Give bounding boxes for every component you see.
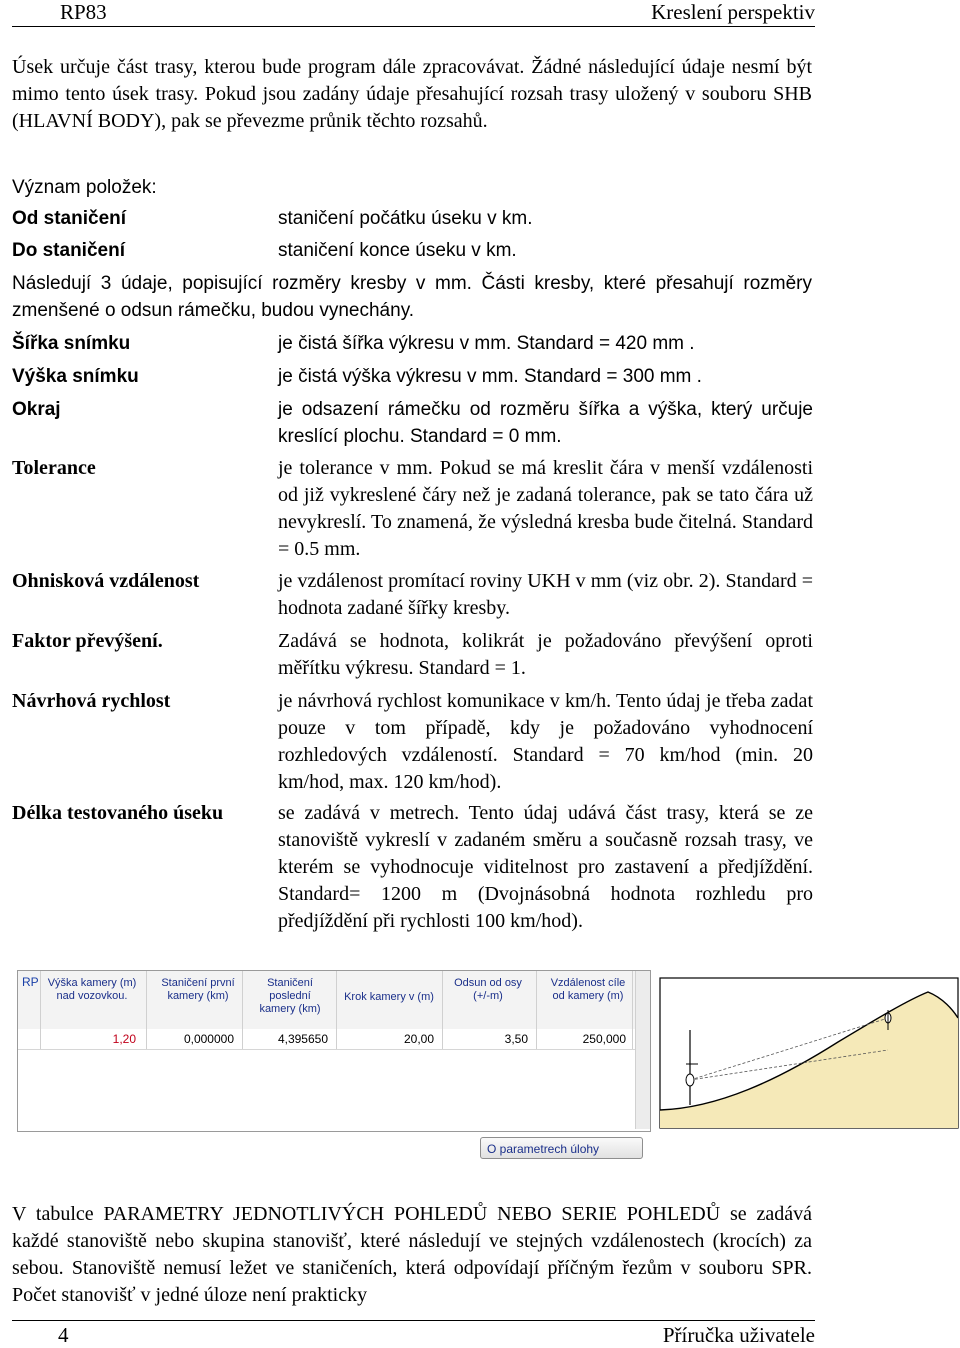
item-term: Délka testovaného úseku <box>12 802 224 824</box>
table-cell[interactable]: 1,20 <box>112 1032 136 1046</box>
item-term: Okraj <box>12 399 61 420</box>
item-definition: je tolerance v mm. Pokud se má kreslit čára v menší vzdálenosti od již vykreslené čáry než je zadaná tolerance, pak se tato čára už nevykreslí. To znamená, že výsledná kresba bude čitelná. Standard = 0.5 mm. <box>278 457 813 560</box>
table-cell[interactable]: 4,395650 <box>277 1032 328 1046</box>
item-term: Do staničení <box>12 240 125 261</box>
closing-paragraph: V tabulce PARAMETRY JEDNOTLIVÝCH POHLEDŮ NEBO SERIE POHLEDŮ se zadává každé stanoviště nebo skupina stanovišť, které následují ve stejných vzdálenostech (krocích) za sebou. Stanoviště nemusí ležet ve staničeních, která odpovídají příčným řezům v souboru SPR. Počet stanovišť v jedné úloze není prakticky <box>12 1203 812 1306</box>
item-definition: staničení počátku úseku v km. <box>278 208 533 229</box>
item-definition: se zadává v metrech. Tento údaj udává část trasy, která se ze stanoviště vykreslí v zadaném směru a současně rozsah trasy, ve kterém se vyhodnocuje viditelnost pro zastavení a předjíždění. Standard= 1200 m (Dvojnásobná hodnota rozhledu pro předjíždění při rychlosti 100 km/hod). <box>278 802 813 932</box>
table-cell[interactable]: 0,000000 <box>183 1032 234 1046</box>
task-parameters-button[interactable]: O parametrech úlohy <box>480 1137 643 1159</box>
item-term: Návrhová rychlost <box>12 690 171 712</box>
column-separator <box>242 971 243 1049</box>
item-definition: je vzdálenost promítací roviny UKH v mm (viz obr. 2). Standard = hodnota zadané šířky kresby. <box>278 570 813 619</box>
item-definition: je návrhová rychlost komunikace v km/h. Tento údaj je třeba zadat pouze v tom případě, kdy je požadováno vyhodnocení rozhledových vzdáleností. Standard = 70 km/hod (min. 20 km/hod, max. 120 km/hod). <box>278 690 813 793</box>
header-title: Kreslení perspektiv <box>651 0 815 24</box>
parameter-table-screenshot <box>17 970 651 1132</box>
table-cell[interactable]: 3,50 <box>504 1032 528 1046</box>
table-corner-label: RP <box>22 975 39 989</box>
item-definition: Zadává se hodnota, kolikrát je požadováno převýšení oproti měřítku výkresu. Standard = 1. <box>278 630 813 679</box>
column-header[interactable]: Staničení poslední kamery (km) <box>259 977 321 1015</box>
item-term: Ohnisková vzdálenost <box>12 570 200 592</box>
intro-paragraph: Úsek určuje část trasy, kterou bude program dále zpracovávat. Žádné následující údaje nesmí být mimo tento úsek trasy. Pokud jsou zadány údaje přesahující rozsah trasy uložený v souboru SHB (HLAVNÍ BODY), pak se převezme průnik těchto rozsahů. <box>12 56 812 132</box>
item-term: Výška snímku <box>12 366 139 387</box>
item-term: Šířka snímku <box>12 333 131 354</box>
column-separator <box>442 971 443 1049</box>
header-code: RP83 <box>60 0 107 24</box>
item-definition: je čistá výška výkresu v mm. Standard = 300 mm . <box>278 366 702 387</box>
camera-marker <box>686 1074 694 1086</box>
table-cell[interactable]: 250,000 <box>582 1032 626 1046</box>
footer-title: Příručka uživatele <box>662 1323 815 1347</box>
column-header[interactable]: Staničení první kamery (km) <box>161 977 235 1002</box>
item-definition: staničení konce úseku v km. <box>278 240 517 261</box>
column-separator <box>146 971 147 1049</box>
meaning-heading: Význam položek: <box>12 177 157 198</box>
page-footer <box>12 1320 815 1345</box>
item-term: Tolerance <box>12 457 96 479</box>
page-number: 4 <box>58 1323 69 1347</box>
item-definition: je odsazení rámečku od rozměru šířka a výška, který určuje kreslící plochu. Standard = 0 mm. <box>278 399 813 447</box>
vertical-scrollbar[interactable] <box>635 971 650 1129</box>
column-separator <box>336 971 337 1049</box>
column-header[interactable]: Krok kamery v (m) <box>344 991 434 1003</box>
page-header <box>12 0 815 27</box>
column-separator <box>40 971 41 1049</box>
column-separator <box>632 971 633 1049</box>
following-paragraph: Následují 3 údaje, popisující rozměry kresby v mm. Části kresby, které přesahují rozměry zmenšené o odsun rámečku, budou vynechány. <box>12 273 812 321</box>
item-term: Faktor převýšení. <box>12 630 163 652</box>
item-definition: je čistá šířka výkresu v mm. Standard = 420 mm . <box>278 333 695 354</box>
column-separator <box>536 971 537 1049</box>
perspective-diagram <box>658 970 960 1130</box>
column-header[interactable]: Výška kamery (m) nad vozovkou. <box>47 977 137 1002</box>
column-header[interactable]: Odsun od osy (+/-m) <box>454 977 522 1002</box>
item-term: Od staničení <box>12 208 127 229</box>
table-cell[interactable]: 20,00 <box>403 1032 434 1046</box>
column-header[interactable]: Vzdálenost cíle od kamery (m) <box>550 977 626 1002</box>
